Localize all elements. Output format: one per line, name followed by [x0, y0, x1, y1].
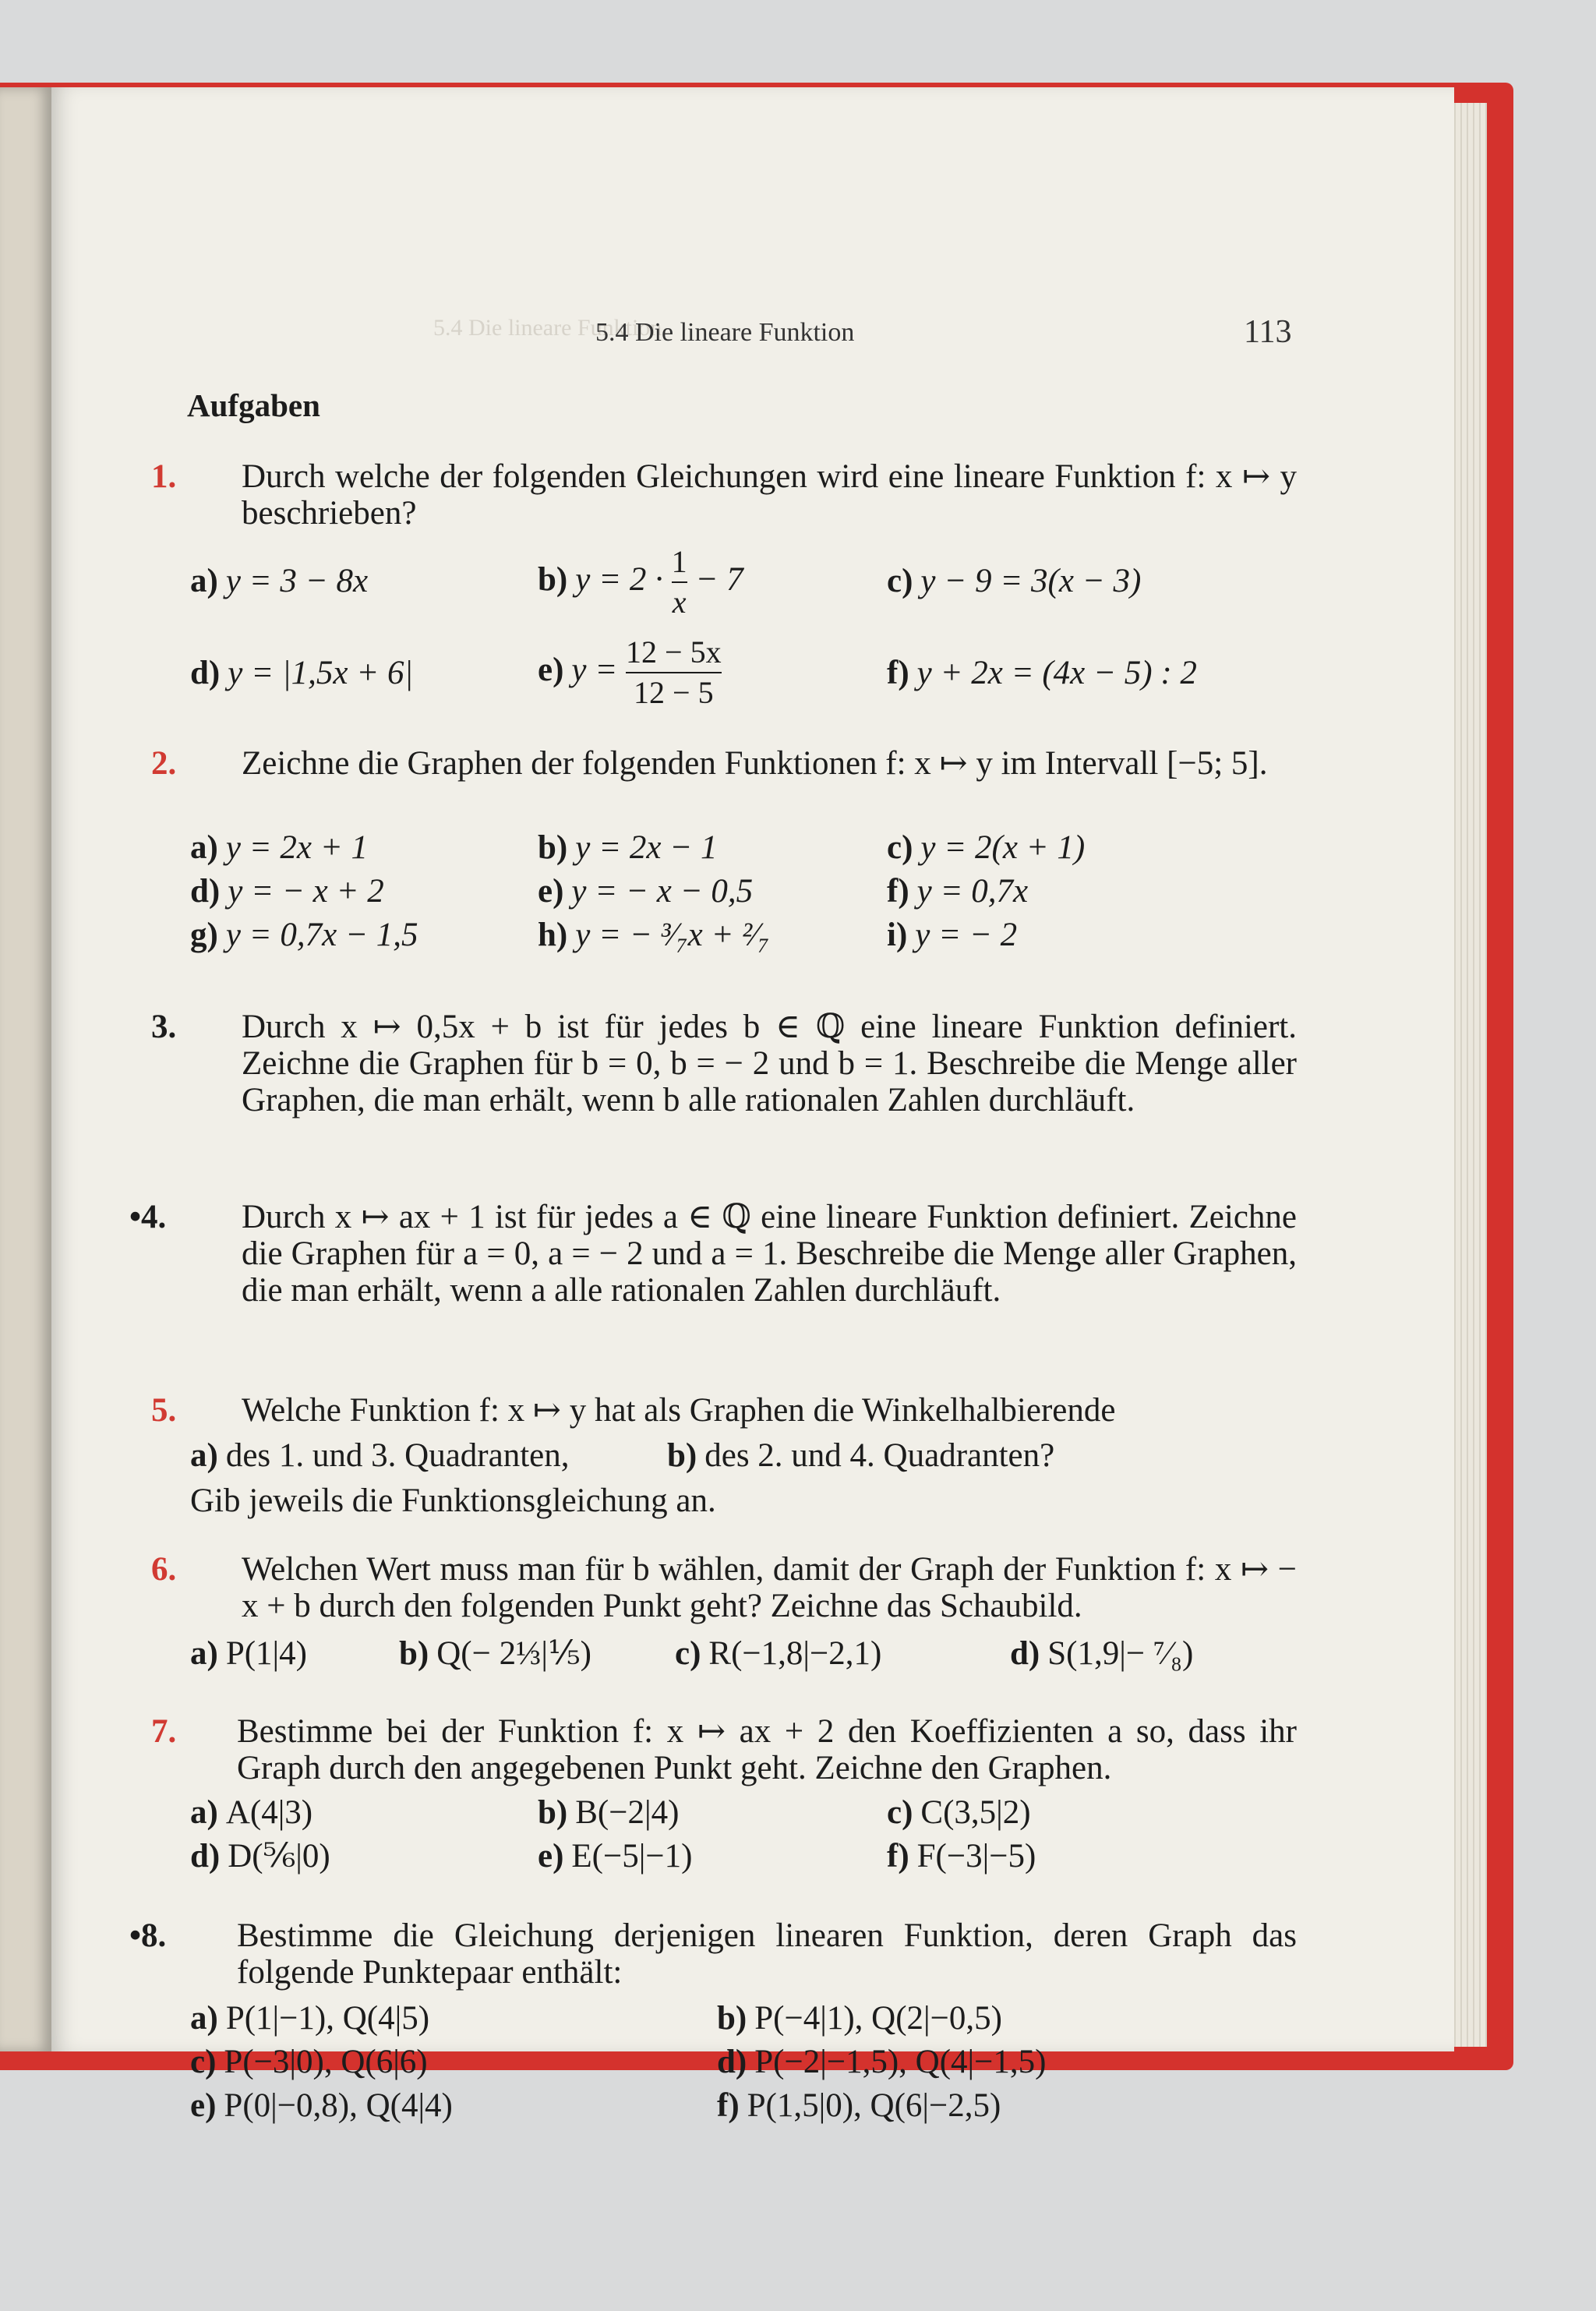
task-text: Welchen Wert muss man für b wählen, damit der Graph der Funktion f: x ↦ − x + b durch den folgenden Punkt geht? Zeichne das Schaubild.: [242, 1551, 1297, 1624]
task-item: c) R(−1,8|−2,1): [675, 1635, 882, 1672]
task-item: e) P(0|−0,8), Q(4|4): [190, 2087, 453, 2124]
task-item: d) y = − x + 2: [190, 873, 384, 910]
task-item: e) y = $\frac{12 - 5x}{12 - 5}$: [538, 633, 722, 712]
task-item: g) y = 0,7x − 1,5: [190, 917, 418, 953]
task-text: Zeichne die Graphen der folgenden Funktionen f: x ↦ y im Intervall [−5; 5].: [242, 745, 1268, 782]
task-item: d) y = |1,5x + 6|: [190, 655, 414, 691]
task-item: e) E(−5|−1): [538, 1838, 693, 1875]
task-item: d) S(1,9|− ⁷⁄₈): [1010, 1635, 1194, 1672]
task-text: Bestimme bei der Funktion f: x ↦ ax + 2 den Koeffizienten a so, dass ihr Graph durch den angegebenen Punkt geht. Zeichne den Graphen.: [237, 1713, 1297, 1786]
task-item: f) y + 2x = (4x − 5) : 2: [887, 655, 1197, 691]
task-item: f) y = 0,7x: [887, 873, 1029, 910]
task-item: f) P(1,5|0), Q(6|−2,5): [717, 2087, 1001, 2124]
task-item: c) C(3,5|2): [887, 1794, 1031, 1831]
task-number: 3.: [151, 1009, 177, 1045]
task-number: 1.: [151, 458, 177, 495]
task-item: c) y = 2(x + 1): [887, 829, 1086, 866]
task-item: a) des 1. und 3. Quadranten,: [190, 1437, 570, 1474]
task-number: 2.: [151, 745, 177, 782]
task-item: b) y = 2x − 1: [538, 829, 718, 866]
task-text: Welche Funktion f: x ↦ y hat als Graphen die Winkelhalbierende: [242, 1392, 1116, 1429]
fraction: $\frac{12 - 5x}{12 - 5}$: [626, 633, 722, 712]
page-number: 113: [1244, 314, 1292, 350]
running-head: 5.4 Die lineare Funktion: [595, 318, 855, 347]
task-item: d) P(−2|−1,5), Q(4|−1,5): [717, 2044, 1047, 2080]
task-item: d) D(⅚|0): [190, 1838, 330, 1875]
task-number: •4.: [129, 1199, 167, 1235]
task-item: e) y = − x − 0,5: [538, 873, 754, 910]
task-item: c) P(−3|0), Q(6|6): [190, 2044, 428, 2080]
task-item: b) Q(− 2⅓|⅕): [399, 1635, 591, 1672]
section-title: Aufgaben: [187, 387, 320, 423]
task-item: b) y = 2 · $\frac{1}{x}$ − 7: [538, 542, 743, 622]
task-note: Gib jeweils die Funktionsgleichung an.: [190, 1482, 716, 1519]
task-item: a) P(1|−1), Q(4|5): [190, 2000, 430, 2037]
task-number: 7.: [151, 1713, 177, 1750]
task-item: c) y − 9 = 3(x − 3): [887, 563, 1142, 599]
task-text: Durch welche der folgenden Gleichungen wird eine lineare Funktion f: x ↦ y beschrieben?: [242, 458, 1297, 532]
task-item: i) y = − 2: [887, 917, 1018, 953]
task-item: a) y = 3 − 8x: [190, 563, 369, 599]
bleed-through-text: 5.4 Die lineare Funktion: [433, 315, 662, 341]
task-item: a) A(4|3): [190, 1794, 313, 1831]
task-text: Durch x ↦ 0,5x + b ist für jedes b ∈ ℚ eine lineare Funktion definiert. Zeichne die Graphen für b = 0, b = − 2 und b = 1. Beschreibe die Menge aller Graphen, die man erhält, wenn b alle rationalen Zahlen durchläuft.: [242, 1009, 1297, 1118]
task-item: f) F(−3|−5): [887, 1838, 1036, 1875]
task-item: b) des 2. und 4. Quadranten?: [667, 1437, 1055, 1474]
task-item: a) y = 2x + 1: [190, 829, 369, 866]
book-page: [51, 87, 1454, 2124]
task-item: a) P(1|4): [190, 1635, 307, 1672]
task-item: b) B(−2|4): [538, 1794, 680, 1831]
task-number: •8.: [129, 1917, 167, 1954]
task-number: 5.: [151, 1392, 177, 1429]
task-item: h) y = − ³⁄₇x + ²⁄₇: [538, 917, 770, 953]
left-page-edge: [0, 87, 51, 2051]
task-text: Bestimme die Gleichung derjenigen linearen Funktion, deren Graph das folgende Punktepaar enthält:: [237, 1917, 1297, 1991]
fraction: $\frac{1}{x}$: [672, 542, 687, 622]
task-text: Durch x ↦ ax + 1 ist für jedes a ∈ ℚ eine lineare Funktion definiert. Zeichne die Graphen für a = 0, a = − 2 und a = 1. Beschreibe die Menge aller Graphen, die man erhält, wenn a alle rationalen Zahlen durchläuft.: [242, 1199, 1297, 1309]
task-item: b) P(−4|1), Q(2|−0,5): [717, 2000, 1002, 2037]
task-number: 6.: [151, 1551, 177, 1588]
